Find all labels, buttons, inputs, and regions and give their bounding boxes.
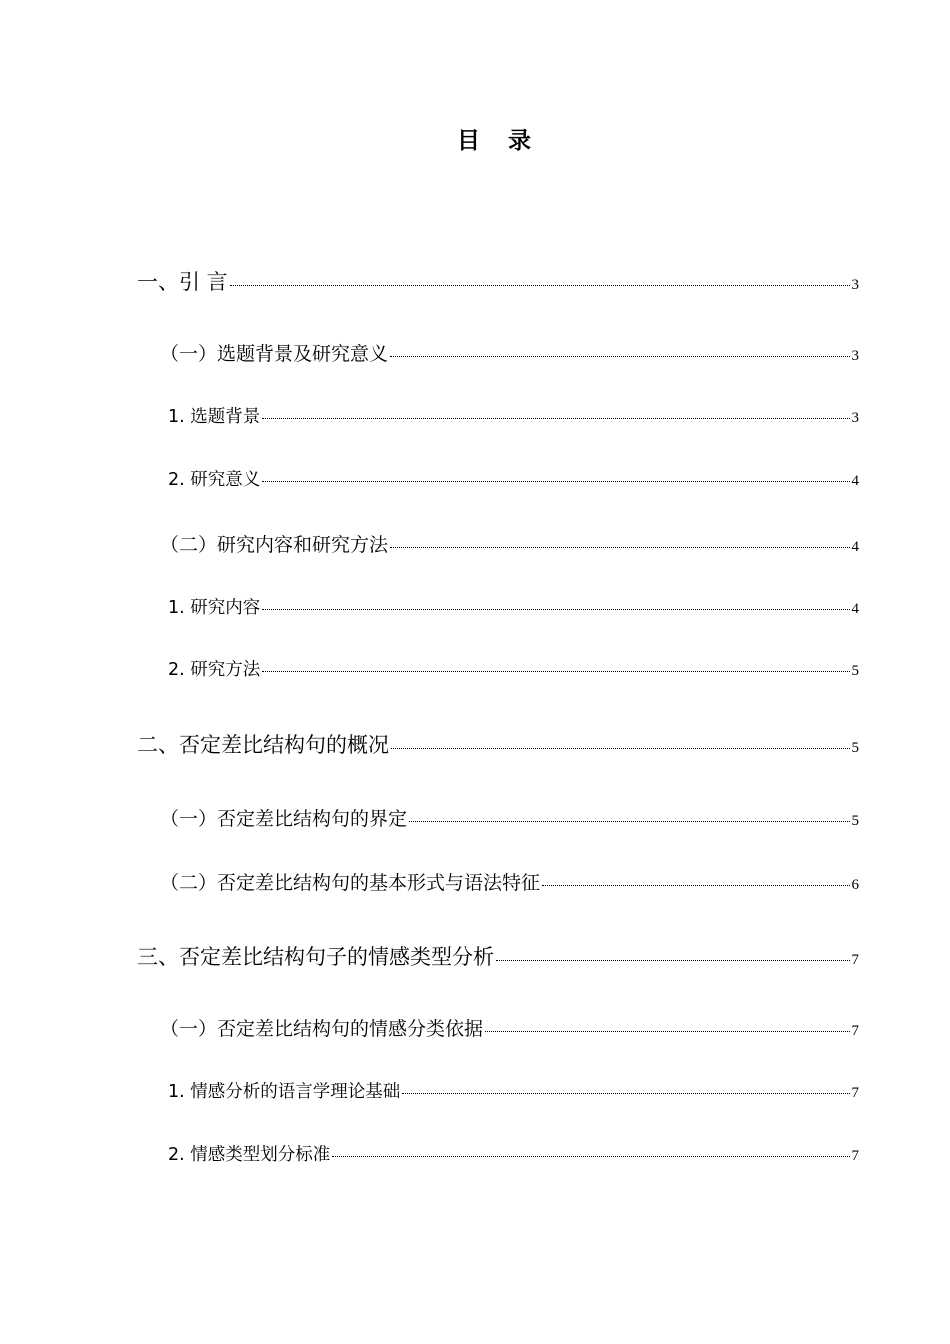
dot-leader	[390, 356, 849, 357]
toc-entry-chapter-2[interactable]	[137, 729, 859, 759]
toc-entry-label: 2. 研究意义	[168, 470, 261, 490]
toc-entry-subsection-1-2-2[interactable]	[168, 656, 859, 686]
toc-title: 目 录	[456, 128, 541, 154]
toc-entry-label: 1. 情感分析的语言学理论基础	[168, 1082, 401, 1102]
toc-entry-section-2-2[interactable]	[160, 868, 859, 898]
dot-leader	[402, 1093, 849, 1094]
toc-page-number: 5	[851, 813, 859, 829]
toc-entry-chapter-1[interactable]	[137, 266, 859, 296]
toc-page-number: 5	[851, 663, 859, 679]
dot-leader	[262, 481, 849, 482]
toc-page-number: 5	[851, 740, 859, 756]
toc-page-number: 3	[851, 410, 859, 426]
dot-leader	[485, 1031, 849, 1032]
dot-leader	[390, 547, 849, 548]
dot-leader	[262, 609, 849, 610]
toc-page-number: 7	[851, 1023, 859, 1039]
toc-entry-label: 2. 情感类型划分标准	[168, 1145, 331, 1165]
toc-entry-label: 三、否定差比结构句子的情感类型分析	[137, 945, 494, 969]
toc-page-number: 3	[851, 348, 859, 364]
toc-page-number: 4	[851, 473, 859, 489]
toc-entry-label: （一）否定差比结构句的界定	[160, 808, 408, 830]
toc-page-number: 4	[851, 539, 859, 555]
toc-entry-section-3-1[interactable]	[160, 1014, 859, 1044]
toc-page-number: 4	[851, 601, 859, 617]
toc-entry-label: 2. 研究方法	[168, 660, 261, 680]
toc-entry-subsection-3-1-2[interactable]	[168, 1141, 859, 1171]
toc-entry-subsection-1-1-2[interactable]	[168, 466, 859, 496]
dot-leader	[332, 1156, 849, 1157]
dot-leader	[262, 418, 849, 419]
toc-page-number: 7	[851, 1148, 859, 1164]
dot-leader	[391, 748, 850, 749]
toc-page-number: 6	[851, 877, 859, 893]
toc-entry-label: 1. 研究内容	[168, 598, 261, 618]
dot-leader	[409, 821, 849, 822]
toc-entry-label: （一）选题背景及研究意义	[160, 343, 389, 365]
toc-entry-label: 1. 选题背景	[168, 407, 261, 427]
toc-entry-chapter-3[interactable]	[137, 941, 859, 971]
toc-page-number: 7	[851, 1085, 859, 1101]
toc-entry-label: 一、引 言	[137, 270, 228, 294]
toc-entry-section-1-1[interactable]	[160, 339, 859, 369]
toc-entry-subsection-1-2-1[interactable]	[168, 594, 859, 624]
toc-page-number: 7	[851, 952, 859, 968]
dot-leader	[230, 285, 850, 286]
toc-page-number: 3	[851, 277, 859, 293]
toc-entry-label: （一）否定差比结构句的情感分类依据	[160, 1018, 484, 1040]
dot-leader	[262, 671, 849, 672]
toc-entry-subsection-1-1-1[interactable]	[168, 403, 859, 433]
toc-entry-section-2-1[interactable]	[160, 804, 859, 834]
toc-entry-label: （二）否定差比结构句的基本形式与语法特征	[160, 872, 541, 894]
toc-entry-section-1-2[interactable]	[160, 530, 859, 560]
toc-entry-subsection-3-1-1[interactable]	[168, 1078, 859, 1108]
dot-leader	[496, 960, 850, 961]
dot-leader	[542, 885, 849, 886]
toc-entry-label: 二、否定差比结构句的概况	[137, 733, 389, 757]
toc-entry-label: （二）研究内容和研究方法	[160, 534, 389, 556]
